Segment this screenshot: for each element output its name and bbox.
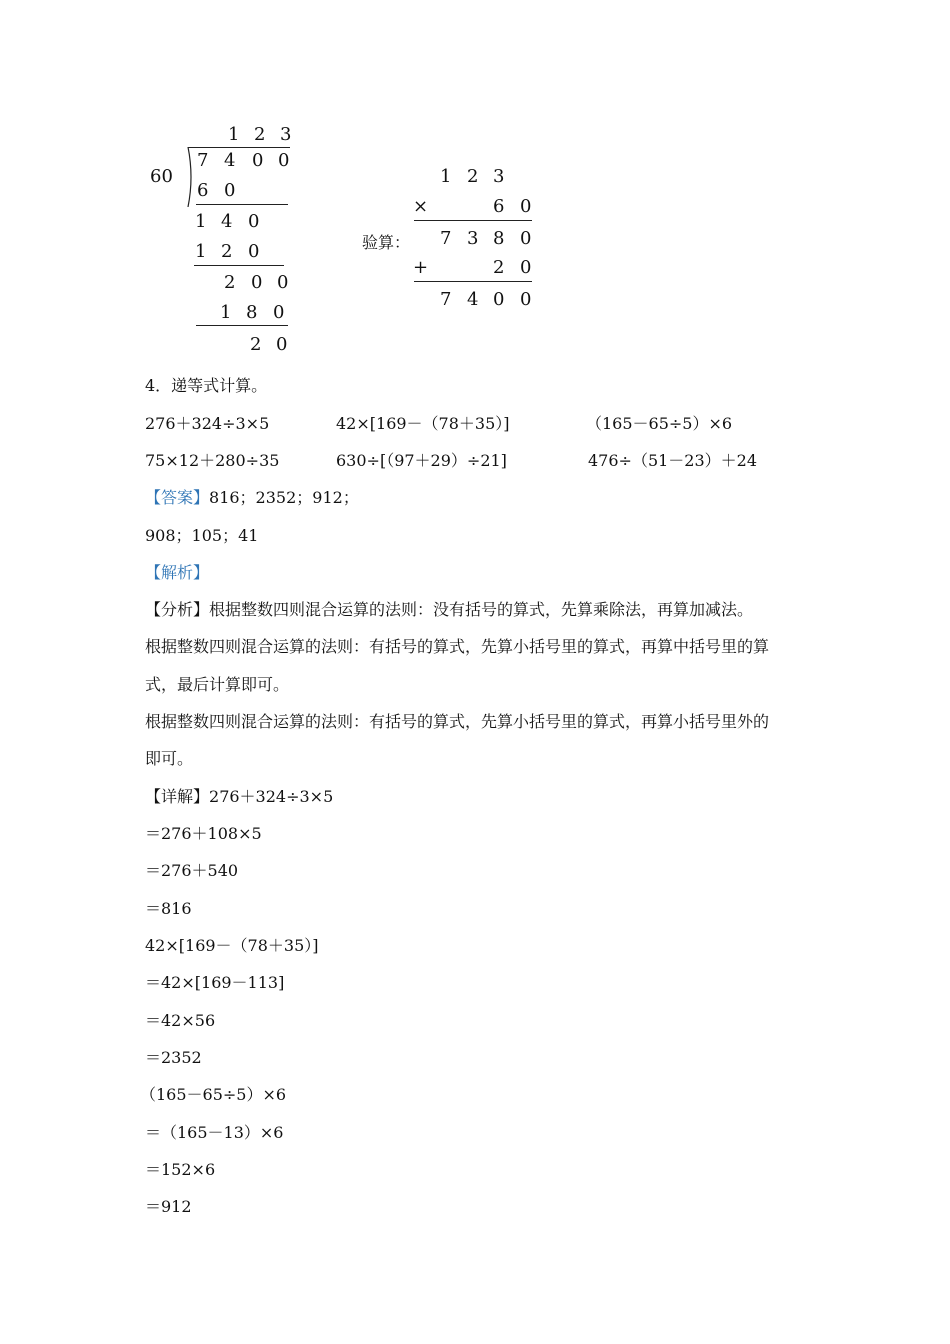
detail-tag: 【详解】 [145, 787, 210, 806]
check-digit: 0 [493, 289, 505, 310]
division-step-digit: 0 [224, 180, 236, 201]
check-digit: 1 [440, 166, 452, 187]
check-rule [414, 220, 532, 221]
check-label: 验算： [362, 233, 411, 252]
division-step-digit: 0 [273, 302, 285, 323]
detail-step: ＝42×56 [145, 1011, 216, 1030]
question-title: 4．递等式计算。 [145, 376, 268, 395]
check-digit: 0 [520, 228, 532, 249]
plus-sign: + [413, 257, 429, 278]
division-step-digit: 2 [224, 272, 236, 293]
answer-values: 908；105；41 [145, 526, 259, 545]
expression: （165－65÷5）×6 [586, 414, 733, 433]
check-digit: 2 [467, 166, 479, 187]
analysis-text: 根据整数四则混合运算的法则：没有括号的算式，先算乘除法，再算加减法。 [209, 600, 754, 619]
check-digit: 7 [440, 289, 452, 310]
check-digit: 7 [440, 228, 452, 249]
check-digit: 8 [493, 228, 505, 249]
divisor: 60 [150, 166, 173, 187]
division-step-digit: 1 [195, 211, 207, 232]
quotient-digit: 1 [228, 124, 240, 145]
check-digit: 0 [520, 257, 532, 278]
answer-tag: 【答案】 [145, 488, 210, 507]
detail-step: ＝276＋540 [145, 861, 239, 880]
division-step-digit: 1 [195, 241, 207, 262]
division-step-digit: 0 [277, 272, 289, 293]
answer-line [145, 485, 359, 508]
check-digit: 6 [493, 196, 505, 217]
expression: 75×12＋280÷35 [145, 451, 280, 470]
check-digit: 3 [493, 166, 505, 187]
detail-step: ＝276＋108×5 [145, 824, 262, 843]
division-step-digit: 6 [197, 180, 209, 201]
division-step-digit: 4 [221, 211, 233, 232]
analysis-text: 即可。 [145, 749, 194, 768]
division-bracket-top [188, 147, 290, 148]
dividend-digit: 0 [278, 150, 290, 171]
check-digit: 4 [467, 289, 479, 310]
times-sign: × [413, 196, 429, 217]
fenxi-tag: 【分析】 [145, 600, 210, 619]
division-step-digit: 2 [221, 241, 233, 262]
expression: 42×[169－（78＋35）] [336, 414, 510, 433]
detail-step: （165－65÷5）×6 [140, 1085, 287, 1104]
dividend-digit: 0 [252, 150, 264, 171]
remainder-digit: 2 [250, 334, 262, 355]
analysis-text: 式，最后计算即可。 [145, 675, 290, 694]
expression: 630÷[（97＋29）÷21] [336, 451, 507, 470]
quotient-digit: 3 [280, 124, 292, 145]
analysis-tag: 【解析】 [145, 563, 210, 582]
expression: 476÷（51－23）＋24 [588, 451, 758, 470]
detail-step: ＝912 [145, 1197, 192, 1216]
detail-step: 42×[169－（78＋35）] [145, 936, 319, 955]
division-step-digit: 0 [248, 211, 260, 232]
detail-step: ＝816 [145, 899, 192, 918]
detail-line [145, 784, 333, 807]
check-digit: 0 [520, 196, 532, 217]
detail-step: ＝42×[169－113] [145, 973, 285, 992]
division-bracket-curve [182, 147, 196, 207]
division-rule [194, 265, 284, 266]
analysis-text: 根据整数四则混合运算的法则：有括号的算式，先算小括号里的算式，再算中括号里的算 [145, 637, 770, 656]
detail-step: ＝（165－13）×6 [145, 1123, 284, 1142]
check-digit: 2 [493, 257, 505, 278]
analysis-paragraph [145, 597, 753, 620]
division-rule [196, 204, 288, 205]
detail-step: ＝152×6 [145, 1160, 216, 1179]
division-step-digit: 1 [220, 302, 232, 323]
dividend-digit: 7 [197, 150, 209, 171]
check-rule [414, 281, 532, 282]
analysis-text: 根据整数四则混合运算的法则：有括号的算式，先算小括号里的算式，再算小括号里外的 [145, 712, 770, 731]
dividend-digit: 4 [224, 150, 236, 171]
check-digit: 0 [520, 289, 532, 310]
detail-step: ＝2352 [145, 1048, 202, 1067]
division-step-digit: 0 [251, 272, 263, 293]
remainder-digit: 0 [276, 334, 288, 355]
division-step-digit: 8 [246, 302, 258, 323]
division-rule [196, 325, 288, 326]
division-step-digit: 0 [248, 241, 260, 262]
answer-values: 816；2352；912； [209, 488, 359, 507]
expression: 276＋324÷3×5 [145, 414, 270, 433]
check-digit: 3 [467, 228, 479, 249]
detail-step: 276＋324÷3×5 [209, 787, 334, 806]
quotient-digit: 2 [254, 124, 266, 145]
